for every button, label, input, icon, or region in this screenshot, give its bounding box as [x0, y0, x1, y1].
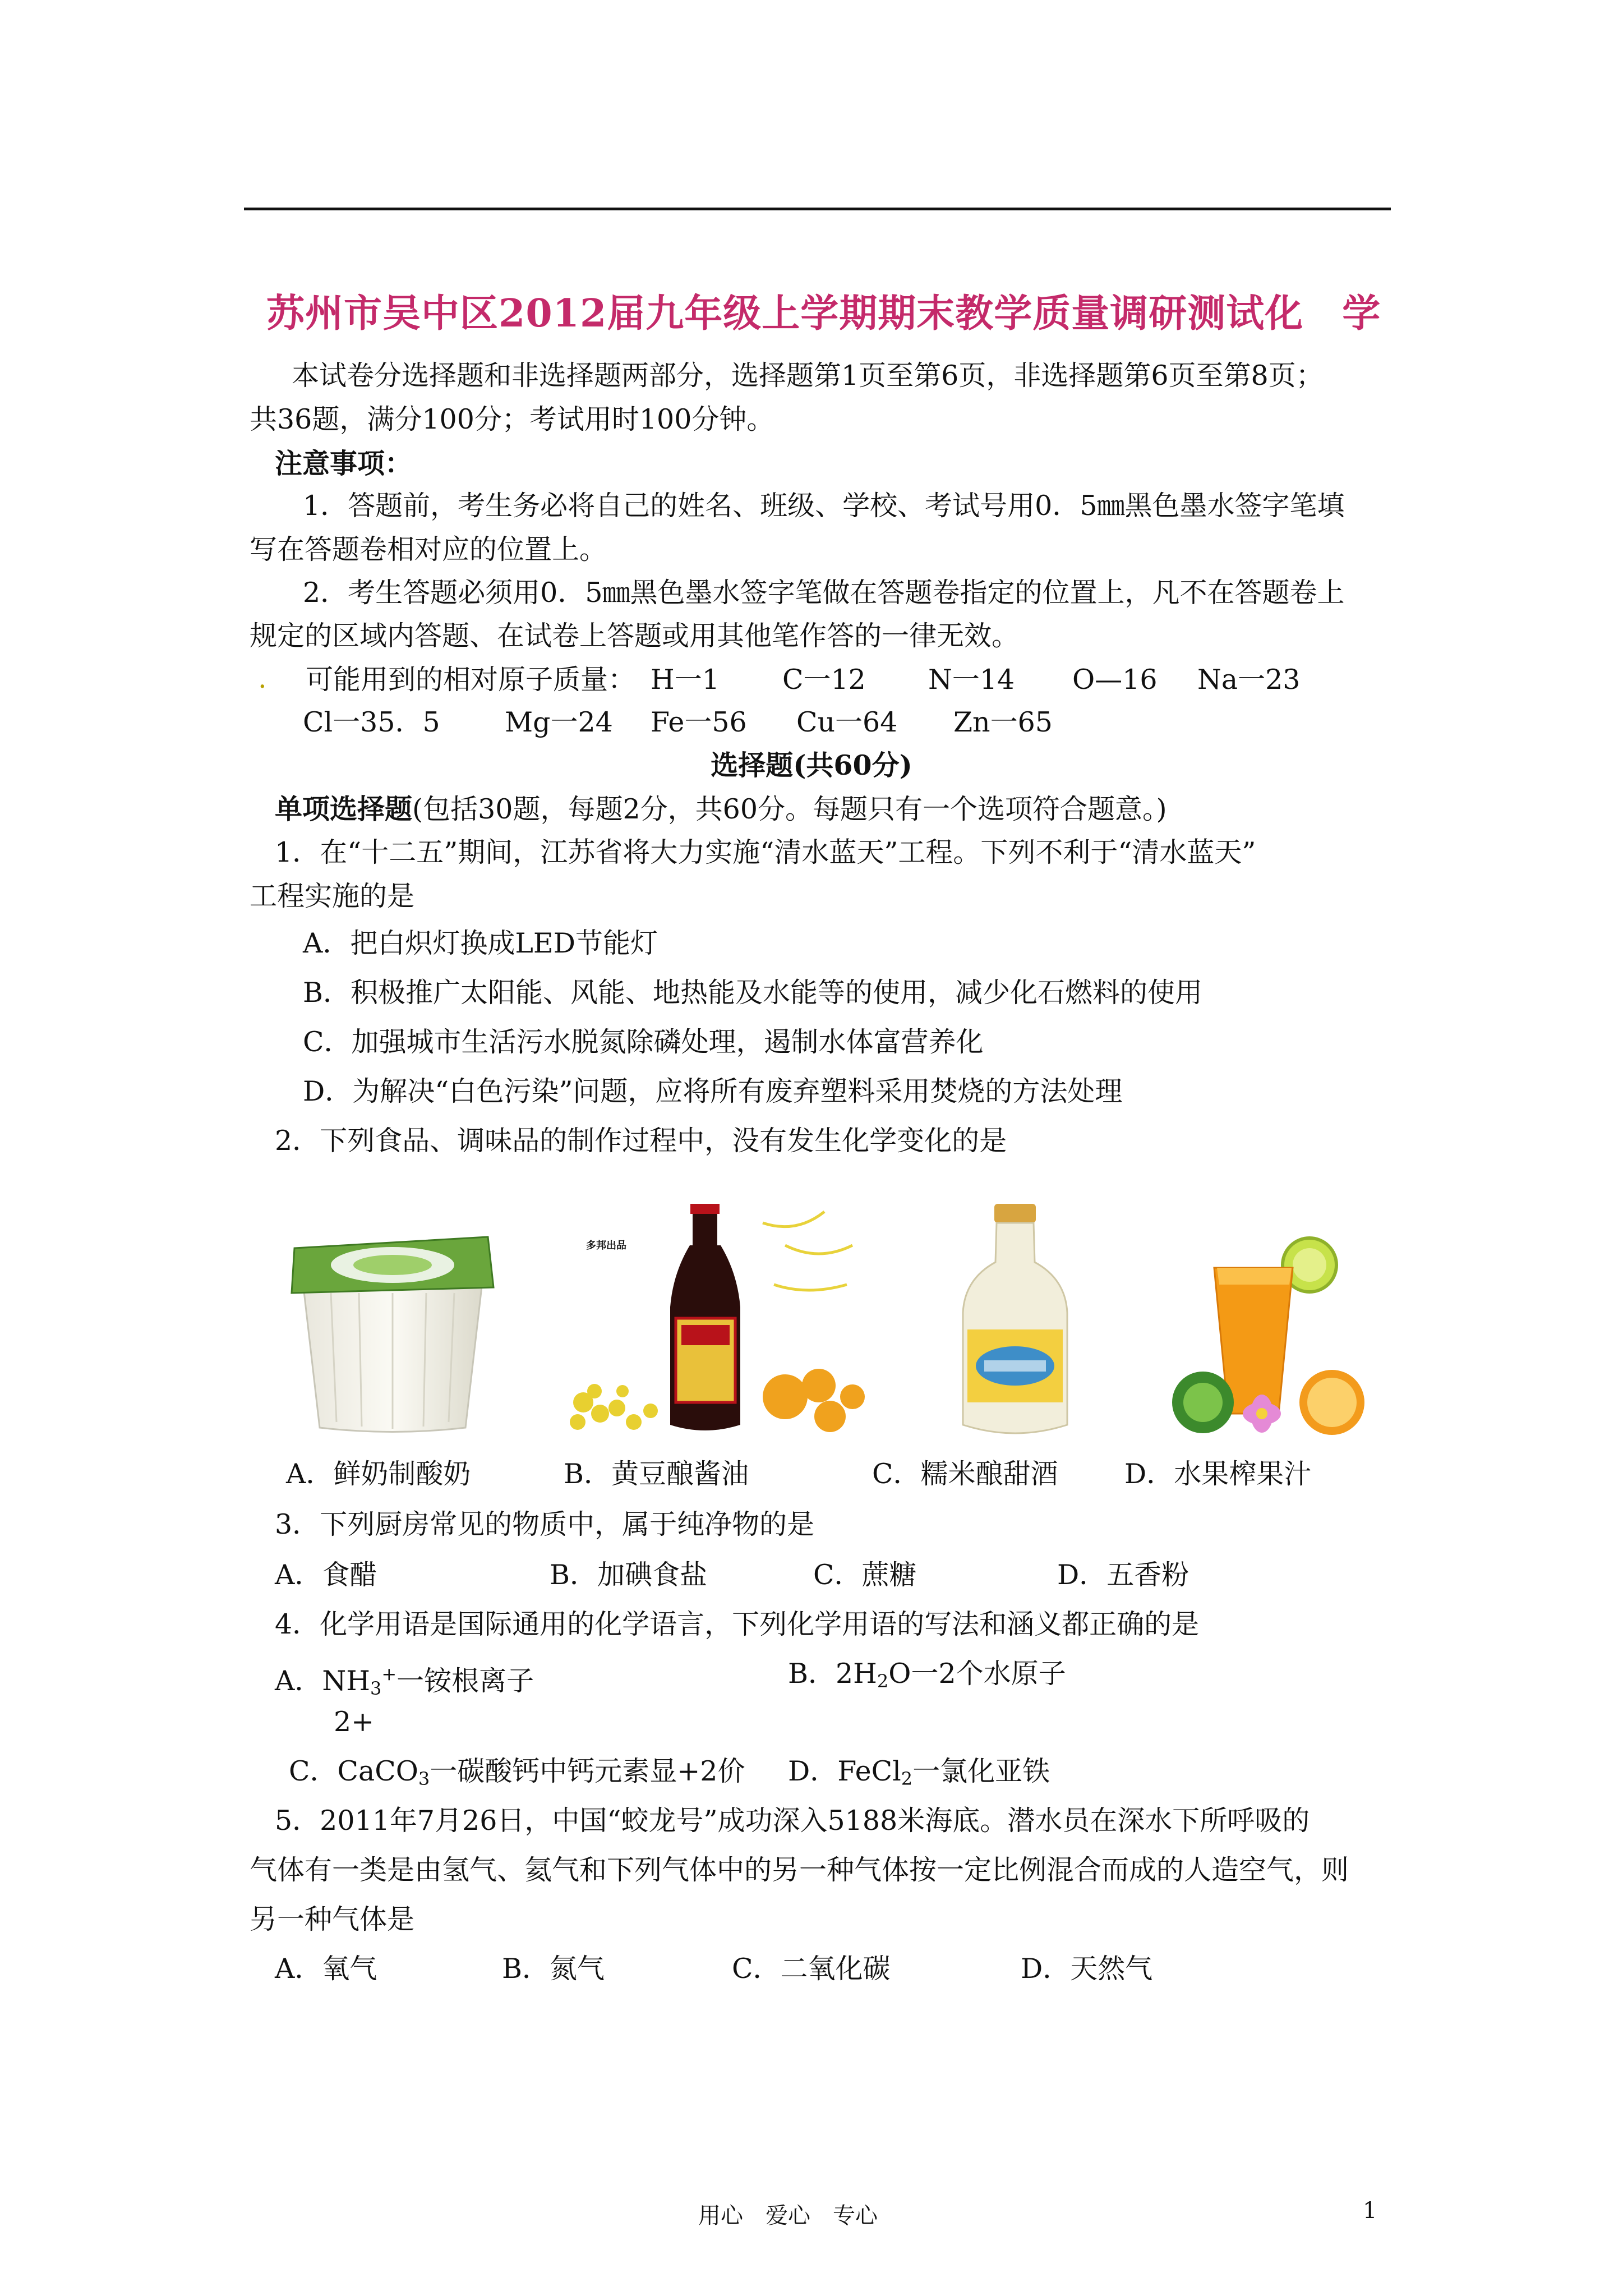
- intro-line-2: 共36题，满分100分；考试用时100分钟。: [250, 403, 774, 435]
- q4-d-prefix: D．FeCl: [788, 1755, 901, 1787]
- q3-option-c: C．蔗糖: [813, 1559, 917, 1591]
- masses-marker: .: [258, 662, 267, 694]
- q4-d-suffix: 一氯化亚铁: [912, 1755, 1050, 1787]
- q4-c-sub: 3: [418, 1768, 430, 1789]
- q1-option-b: B．积极推广太阳能、风能、地热能及水能等的使用，减少化石燃料的使用: [303, 977, 1203, 1009]
- q4-a-sub: 3: [370, 1678, 382, 1699]
- section-heading: 选择题(共60分): [711, 749, 912, 781]
- q4-a-suffix: 一铵根离子: [396, 1665, 534, 1697]
- q5-option-a: A．氧气: [275, 1953, 377, 1985]
- q3-option-b: B．加碘食盐: [550, 1559, 708, 1591]
- masses-lead: 可能用到的相对原子质量：: [306, 664, 636, 696]
- mass-c: C一12: [782, 664, 866, 696]
- mass-mg: Mg一24: [505, 706, 613, 738]
- q1-stem-line-1: 1．在“十二五”期间，江苏省将大力实施“清水蓝天”工程。下列不利于“清水蓝天”: [275, 836, 1256, 868]
- page-number: 1: [1363, 2198, 1377, 2224]
- section-type-label: 单项选择题: [275, 793, 413, 825]
- q3-stem: 3．下列厨房常见的物质中，属于纯净物的是: [275, 1508, 815, 1540]
- mass-o: O—16: [1072, 664, 1158, 696]
- mass-h: H一1: [651, 664, 720, 696]
- q2-image-caption: 多邦出品: [586, 1240, 626, 1251]
- q5-option-d: D．天然气: [1021, 1953, 1153, 1985]
- mass-n: N一14: [928, 664, 1015, 696]
- soy-sauce-image: [561, 1200, 875, 1442]
- q5-stem-line-3: 另一种气体是: [250, 1903, 415, 1935]
- q4-option-a: [275, 1657, 534, 1705]
- q4-option-c: [289, 1755, 745, 1796]
- q5-option-b: B．氮气: [502, 1953, 605, 1985]
- q4-b-sub: 2: [877, 1671, 889, 1692]
- rice-wine-bottle-image: [951, 1200, 1080, 1442]
- q4-c-suffix: 一碳酸钙中钙元素显+2价: [430, 1755, 745, 1787]
- q2-option-a: A．鲜奶制酸奶: [286, 1458, 471, 1490]
- q2-option-b: B．黄豆酿酱油: [564, 1458, 749, 1490]
- mass-na: Na一23: [1197, 664, 1301, 696]
- notice-heading: 注意事项：: [275, 447, 413, 480]
- fruit-juice-image: [1164, 1234, 1366, 1442]
- q2-option-d: D．水果榨果汁: [1124, 1458, 1312, 1490]
- section-type-line: [275, 792, 1167, 826]
- q4-option-d: [788, 1755, 1050, 1796]
- q4-stem: 4．化学用语是国际通用的化学语言，下列化学用语的写法和涵义都正确的是: [275, 1608, 1200, 1640]
- q1-stem-line-2: 工程实施的是: [250, 880, 415, 912]
- q4-b-suffix: O一2个水原子: [888, 1658, 1066, 1690]
- q4-option-b: [788, 1657, 1066, 1698]
- q5-stem-line-1: 5．2011年7月26日，中国“蛟龙号”成功深入5188米海底。潜水员在深水下所呼吸的: [275, 1805, 1310, 1837]
- q5-stem-line-2: 气体有一类是由氢气、氦气和下列气体中的另一种气体按一定比例混合而成的人造空气，则: [250, 1854, 1349, 1886]
- notice-item-1-line-2: 写在答题卷相对应的位置上。: [250, 533, 607, 565]
- q1-option-a: A．把白炽灯换成LED节能灯: [303, 927, 658, 959]
- notice-item-2-line-1: 2．考生答题必须用0．5㎜黑色墨水签字笔做在答题卷指定的位置上，凡不在答题卷上: [303, 577, 1345, 609]
- mass-cu: Cu一64: [796, 706, 898, 738]
- page-title: 苏州市吴中区2012届九年级上学期期末教学质量调研测试化 学: [266, 291, 1381, 336]
- q2-option-c: C．糯米酿甜酒: [872, 1458, 1058, 1490]
- q4-a-prefix: A．NH: [275, 1665, 370, 1697]
- notice-item-2-line-2: 规定的区域内答题、在试卷上答题或用其他笔作答的一律无效。: [250, 620, 1020, 652]
- notice-item-1-line-1: 1．答题前，考生务必将自己的姓名、班级、学校、考试号用0．5㎜黑色墨水签字笔填: [303, 490, 1345, 522]
- yogurt-cup-image: [280, 1214, 505, 1439]
- q3-option-a: A．食醋: [275, 1559, 377, 1591]
- mass-cl: Cl一35．5: [303, 706, 440, 738]
- q4-d-sub: 2: [901, 1768, 913, 1789]
- q4-charge-label: 2+: [334, 1706, 375, 1738]
- q1-option-c: C．加强城市生活污水脱氮除磷处理，遏制水体富营养化: [303, 1026, 984, 1058]
- section-type-rule: (包括30题，每题2分，共60分。每题只有一个选项符合题意。): [412, 793, 1167, 825]
- footer-motto: 用心 爱心 专心: [698, 2203, 878, 2229]
- q5-option-c: C．二氧化碳: [732, 1953, 891, 1985]
- q4-c-prefix: C．CaCO: [289, 1755, 418, 1787]
- q4-a-sup: +: [381, 1663, 397, 1685]
- q4-b-prefix: B．2H: [788, 1658, 877, 1690]
- q3-option-d: D．五香粉: [1057, 1559, 1189, 1591]
- q1-option-d: D．为解决“白色污染”问题，应将所有废弃塑料采用焚烧的方法处理: [303, 1075, 1123, 1107]
- q2-stem: 2．下列食品、调味品的制作过程中，没有发生化学变化的是: [275, 1125, 1007, 1157]
- mass-fe: Fe一56: [651, 706, 747, 738]
- header-rule: [244, 208, 1391, 210]
- intro-line-1: 本试卷分选择题和非选择题两部分，选择题第1页至第6页，非选择题第6页至第8页；: [292, 360, 1324, 392]
- mass-zn: Zn一65: [953, 706, 1053, 738]
